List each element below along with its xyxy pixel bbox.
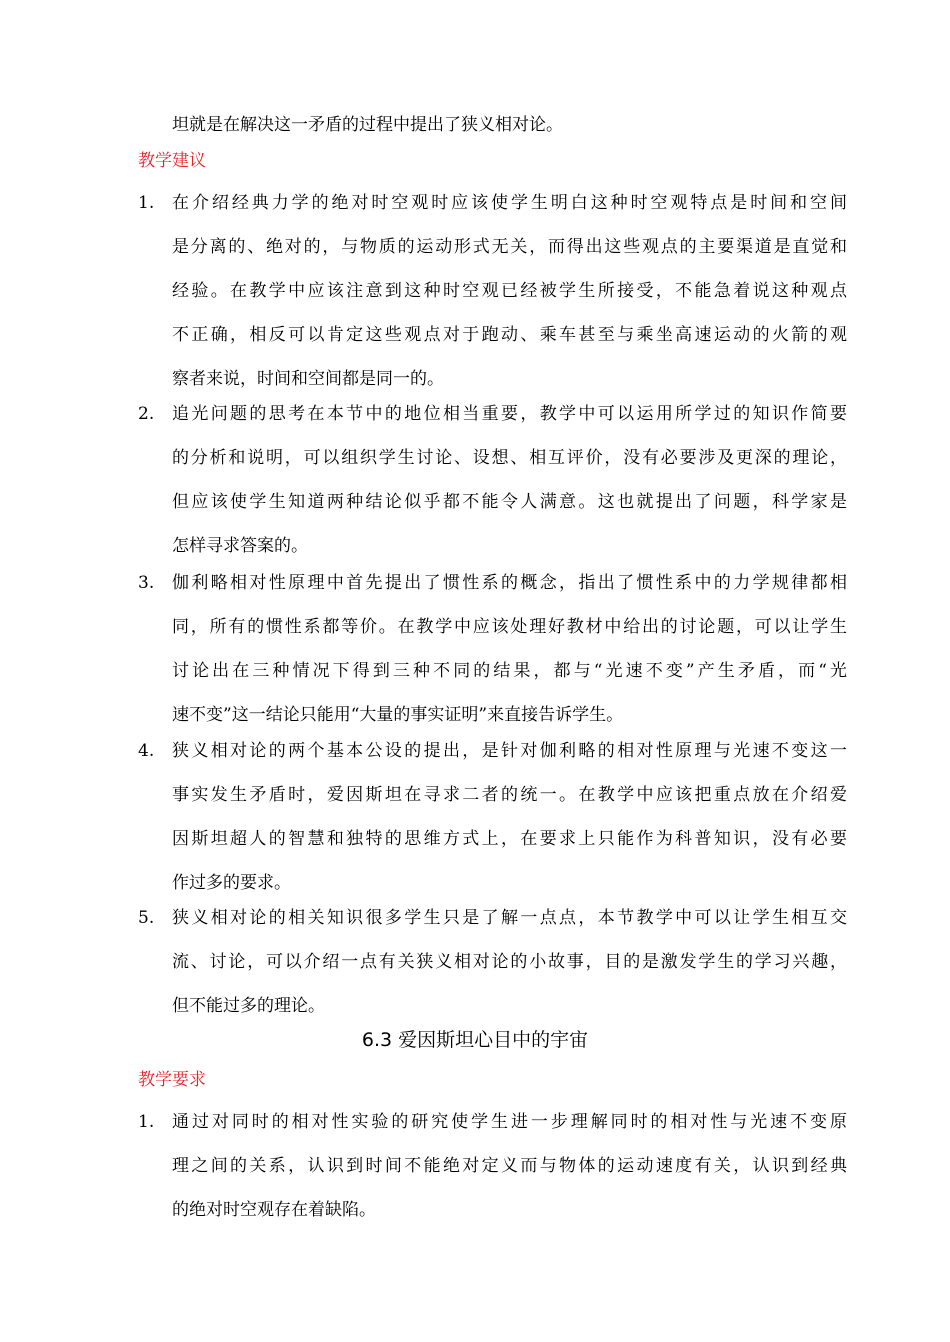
item-line: 狭义相对论的相关知识很多学生只是了解一点点，本节教学中可以让学生相互交 (172, 908, 847, 928)
item-number: 1. (138, 1112, 155, 1132)
item-line: 不正确，相反可以肯定这些观点对于跑动、乘车甚至与乘坐高速运动的火箭的观 (172, 325, 847, 345)
item-line: 的分析和说明，可以组织学生讨论、设想、相互评价，没有必要涉及更深的理论， (172, 448, 847, 468)
chapter-title: 6.3 爱因斯坦心目中的宇宙 (361, 1029, 589, 1051)
item-line: 伽利略相对性原理中首先提出了惯性系的概念，指出了惯性系中的力学规律都相 (172, 573, 847, 593)
item-line: 理之间的关系，认识到时间不能绝对定义而与物体的运动速度有关，认识到经典 (172, 1156, 847, 1176)
item-line: 讨论出在三种情况下得到三种不同的结果，都与“光速不变”产生矛盾，而“光 (172, 661, 847, 681)
item-line: 流、讨论，可以介绍一点有关狭义相对论的小故事，目的是激发学生的学习兴趣， (172, 952, 847, 972)
item-line: 但不能过多的理论。 (172, 996, 325, 1016)
item-line: 在介绍经典力学的绝对时空观时应该使学生明白这种时空观特点是时间和空间 (172, 193, 847, 213)
item-line: 速不变”这一结论只能用“大量的事实证明”来直接告诉学生。 (172, 705, 624, 725)
item-line: 通过对同时的相对性实验的研究使学生进一步理解同时的相对性与光速不变原 (172, 1112, 847, 1132)
item-number: 4. (138, 741, 155, 761)
item-line: 狭义相对论的两个基本公设的提出，是针对伽利略的相对性原理与光速不变这一 (172, 741, 847, 761)
item-line: 察者来说，时间和空间都是同一的。 (172, 369, 444, 389)
item-line: 追光问题的思考在本节中的地位相当重要，教学中可以运用所学过的知识作简要 (172, 404, 847, 424)
item-line: 经验。在教学中应该注意到这种时空观已经被学生所接受，不能急着说这种观点 (172, 281, 847, 301)
item-line: 因斯坦超人的智慧和独特的思维方式上，在要求上只能作为科普知识，没有必要 (172, 829, 847, 849)
item-line: 作过多的要求。 (172, 873, 291, 893)
item-number: 2. (138, 404, 155, 424)
item-line: 怎样寻求答案的。 (172, 536, 308, 556)
teaching-suggestions-heading: 教学建议 (138, 151, 206, 171)
item-number: 5. (138, 908, 155, 928)
item-line: 事实发生矛盾时，爱因斯坦在寻求二者的统一。在教学中应该把重点放在介绍爱 (172, 785, 847, 805)
item-line: 但应该使学生知道两种结论似乎都不能令人满意。这也就提出了问题，科学家是 (172, 492, 847, 512)
teaching-requirements-heading: 教学要求 (138, 1070, 206, 1090)
item-number: 3. (138, 573, 155, 593)
item-number: 1. (138, 193, 155, 213)
item-line: 是分离的、绝对的，与物质的运动形式无关，而得出这些观点的主要渠道是直觉和 (172, 237, 847, 257)
intro-line: 坦就是在解决这一矛盾的过程中提出了狭义相对论。 (172, 115, 563, 135)
item-line: 同，所有的惯性系都等价。在教学中应该处理好教材中给出的讨论题，可以让学生 (172, 617, 847, 637)
item-line: 的绝对时空观存在着缺陷。 (172, 1200, 376, 1220)
